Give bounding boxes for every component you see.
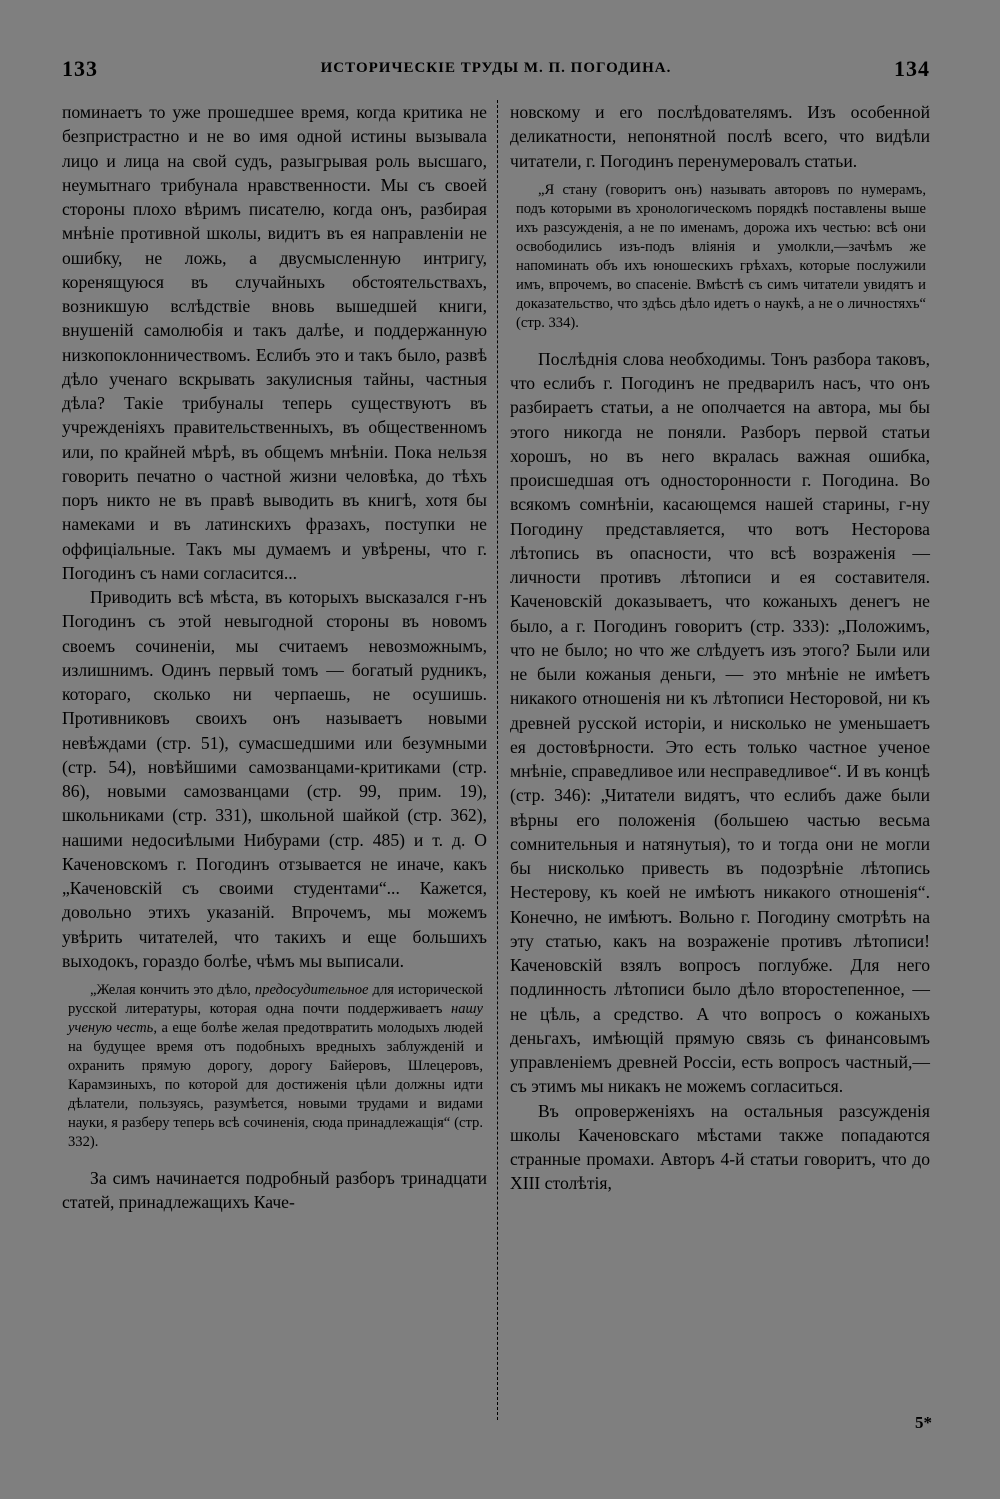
page-header xyxy=(62,56,930,86)
left-column xyxy=(62,100,487,1215)
left-paragraph-3: За симъ начинается подробный разборъ тринадцати статей, принадлежащихъ Каче- xyxy=(62,1168,487,1213)
signature-mark: 5* xyxy=(915,1413,932,1432)
left-quotation xyxy=(62,981,487,1152)
right-column xyxy=(510,100,930,1196)
right-paragraph-2: Послѣднія слова необходимы. Тонъ разбора таковъ, что еслибъ г. Погодинъ не предварилъ насъ, что онъ разбираетъ статьи, а не ополчается на автора, мы бы этого никогда не поняли. Разборъ первой статьи хорошъ, но въ него вкралась важная ошибка, происшедшая отъ односторонности г. Погодина. Во всякомъ сомнѣніи, касающемся нашей старины, г-ну Погодину представляется, что вотъ Несторова лѣтопись въ опасности, что всѣ возраженія — личности противъ лѣтописи и ея составителя. Каченовскій доказываетъ, что кожаныхъ денегъ не было, а г. Погодинъ говоритъ (стр. 333): „Положимъ, что не было; но что же слѣдуетъ изъ этого? Были или не были кожаныя деньги, — это мнѣніе не имѣетъ никакого отношенія ни къ лѣтописи Несторовой, ни къ древней русской исторіи, и нисколько не уменьшаетъ ея достовѣрности. Это есть только частное ученое мнѣніе, справедливое или несправедливое“. И въ концѣ (стр. 346): „Читатели видятъ, что еслибъ даже были вѣрны его положенія (большею частью весьма сомнительныя и натянутыя), то и тогда они не могли бы нисколько привесть въ подозрѣніе лѣтопись Нестерову, къ коей не имѣютъ никакого отношенія“. Конечно, не имѣютъ. Вольно г. Погодину смотрѣть на эту статью, какъ на возраженіе противъ лѣтописи! Каченовскій взялъ вопросъ поглубже. Для него подлинность лѣтописи было дѣло второстепенное, — не цѣль, а средство. А что вопросъ о кожаныхъ деньгахъ, имѣющій прямую связь съ финансовымъ управленіемъ древней Россіи, есть вопросъ частный,—съ этимъ мы никакъ не можемъ согласиться. xyxy=(510,348,930,1097)
running-title: ИСТОРИЧЕСКІЕ ТРУДЫ М. П. ПОГОДИНА. xyxy=(320,60,672,76)
quote-text-1: „Желая кончить это дѣло, xyxy=(90,982,255,998)
page-number-left: 133 xyxy=(62,56,98,81)
quote-emphasis-1: предосудительное xyxy=(254,982,369,998)
right-paragraph-1: новскому и его послѣдователямъ. Изъ особенной деликатности, непонятной послѣ всего, что видѣли читатели, г. Погодинъ перенумеровалъ статьи. xyxy=(510,102,930,171)
page-number-right: 134 xyxy=(894,56,930,81)
right-quotation: „Я стану (говоритъ онъ) называть авторовъ по нумерамъ, подъ которыми въ хронологическомъ порядкѣ поставлены выше ихъ разсужденія, а не по именамъ, дорожа ихъ честью: всѣ они освободились изъ-подъ вліянія и умолкли,—зачѣмъ же напоминать объ ихъ юношескихъ грѣхахъ, которые послужили имъ, впрочемъ, во спасеніе. Вмѣстѣ съ симъ читатели увидятъ и доказательство, что здѣсь дѣло идетъ о наукѣ, а не о личностяхъ“ (стр. 334). xyxy=(516,181,926,331)
quote-text-3: , а еще болѣе желая предотвратить молодыхъ людей на будущее время отъ подобныхъ вредныхъ заблужденій и охранить прямую дорогу, дорогу Байеровъ, Шлецеровъ, Карамзиныхъ, по которой для достиженія цѣли должны идти дѣлатели, пользуясь, разумѣется, новыми трудами и видами науки, я разберу теперь всѣ сочиненія, сюда принадлежащія“ (стр. 332). xyxy=(68,1020,483,1150)
left-paragraph-2: Приводить всѣ мѣста, въ которыхъ высказался г-нъ Погодинъ съ этой невыгодной стороны въ новомъ своемъ сочиненіи, мы считаемъ невозможнымъ, излишнимъ. Одинъ первый томъ — богатый рудникъ, котораго, сколько ни черпаешь, не осушишь. Противниковъ своихъ онъ называетъ новыми невѣждами (стр. 51), сумасшедшими или безумными (стр. 54), новѣйшими самозванцами-критиками (стр. 86), новыми самозванцами (стр. 99, прим. 19), школьниками (стр. 331), школьной шайкой (стр. 362), нашими недосиѣлыми Нибурами (стр. 485) и т. д. О Каченовскомъ г. Погодинъ отзывается не иначе, какъ „Каченовскій съ своими студентами“... Кажется, довольно этихъ указаній. Впрочемъ, мы можемъ увѣрить читателей, что такихъ и еще большихъ выходокъ, гораздо болѣе, чѣмъ мы выписали. xyxy=(62,587,487,971)
left-paragraph-1: поминаетъ то уже прошедшее время, когда критика не безпристрастно и не во имя одной истины вызывала лицо и лица на свой судъ, разыгрывая роль высшаго, неумытнаго трибунала нравственности. Мы съ своей стороны плохо вѣримъ писателю, когда онъ, разбирая мнѣніе противной школы, видитъ въ ея направленіи не ошибку, не ложь, а двусмысленную интригу, коренящуюся въ случайныхъ обстоятельствахъ, возникшую вслѣдствіе вновь вышедшей книги, внушеній самолюбія и такъ далѣе, и поддержанную низкопоклонничествомъ. Еслибъ это и такъ было, развѣ дѣло ученаго вскрывать закулисныя тайны, частныя дѣла? Такіе трибуналы теперь существуютъ въ учрежденіяхъ правительственныхъ, въ общественномъ или, по крайней мѣрѣ, въ общемъ мнѣніи. Пока нельзя говорить печатно о частной жизни человѣка, до тѣхъ поръ никто не въ правѣ выводить въ книгѣ, хотя бы намеками и въ латинскихъ фразахъ, поступки не оффиціальные. Такъ мы думаемъ и увѣрены, что г. Погодинъ съ нами согласится... xyxy=(62,102,487,583)
column-divider xyxy=(497,100,498,1420)
quote-emphasis-2: нашу ученую честь xyxy=(68,1001,483,1036)
quote-text-2: для исторической русской литературы, которая одна почти поддерживаетъ xyxy=(68,982,483,1017)
right-paragraph-3: Въ опроверженіяхъ на остальныя разсужденія школы Каченовскаго мѣстами также попадаются странные промахи. Авторъ 4-й статьи говоритъ, что до XIII столѣтія, xyxy=(510,1100,930,1194)
